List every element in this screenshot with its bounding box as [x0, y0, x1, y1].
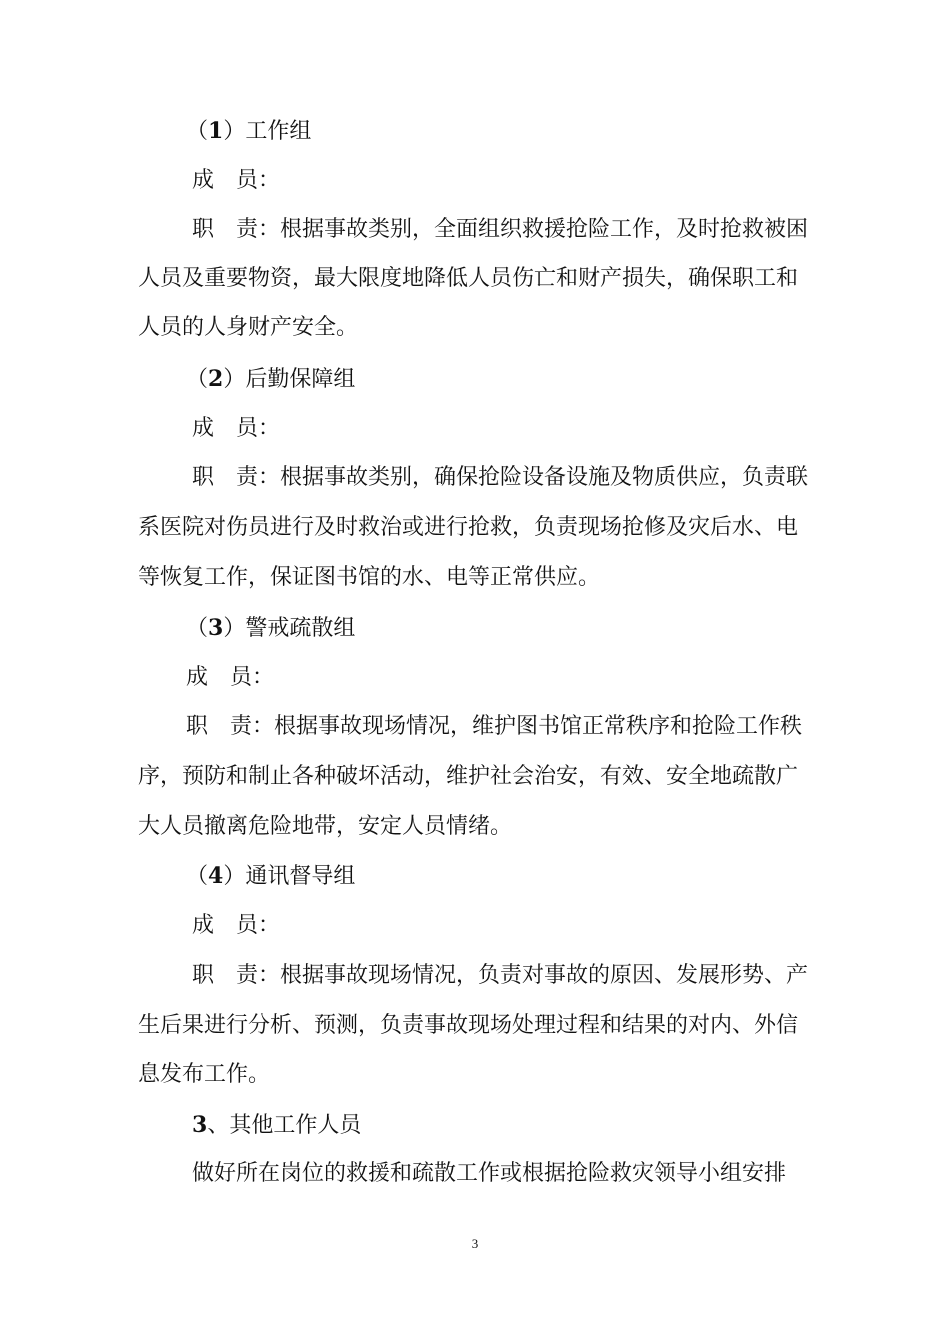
section-3-title: 警戒疏散组: [245, 616, 356, 641]
section-3-number: 3: [208, 615, 224, 641]
section-3-members: 成 员：: [186, 665, 275, 690]
heading-3-title: 、其他工作人员: [207, 1113, 362, 1138]
section-2-members: 成 员：: [192, 416, 281, 441]
section-4-heading: （4）通讯督导组: [186, 863, 356, 889]
heading-3: [192, 1110, 814, 1141]
section-4-title: 通讯督导组: [245, 864, 356, 889]
section-2-duty-line-2: 系医院对伤员进行及时救治或进行抢救，负责现场抢修及灾后水、电: [138, 515, 799, 540]
section-2-heading: （2）后勤保障组: [186, 366, 356, 392]
section-4-duty-line-1: 职 责：根据事故现场情况，负责对事故的原因、发展形势、产: [192, 963, 809, 988]
heading-3-number: 3: [192, 1112, 208, 1138]
section-4-number: 4: [208, 863, 224, 889]
section-4-members: 成 员：: [192, 913, 281, 938]
section-1-number: 1: [208, 118, 224, 144]
section-3-duty-line-2: 序，预防和制止各种破坏活动，维护社会治安，有效、安全地疏散广: [138, 764, 799, 789]
section-4-duty-line-2: 生后果进行分析、预测，负责事故现场处理过程和结果的对内、外信: [138, 1013, 799, 1038]
section-3-duty-line-3: 大人员撤离危险地带，安定人员情绪。: [138, 814, 513, 839]
section-1-members: 成 员：: [192, 168, 281, 193]
section-1-heading: （1）工作组: [186, 118, 312, 144]
section-1-duty-line-1: 职 责：根据事故类别，全面组织救援抢险工作，及时抢救被困: [192, 217, 809, 242]
section-3-heading: （3）警戒疏散组: [186, 615, 356, 641]
section-1-duty-line-3: 人员的人身财产安全。: [138, 315, 359, 340]
section-2-duty-line-1: 职 责：根据事故类别，确保抢险设备设施及物质供应，负责联: [192, 465, 809, 490]
section-1-duty-line-2: 人员及重要物资，最大限度地降低人员伤亡和财产损失，确保职工和: [138, 266, 799, 291]
section-1-title: 工作组: [245, 119, 312, 144]
page-number: 3: [471, 1236, 479, 1251]
body-text-last-line: 做好所在岗位的救援和疏散工作或根据抢险救灾领导小组安排: [192, 1161, 787, 1186]
section-2-duty-line-3: 等恢复工作，保证图书馆的水、电等正常供应。: [138, 565, 601, 590]
section-4-duty-line-3: 息发布工作。: [138, 1062, 271, 1087]
section-3-duty-line-1: 职 责：根据事故现场情况，维护图书馆正常秩序和抢险工作秩: [186, 714, 803, 739]
section-2-title: 后勤保障组: [245, 367, 356, 392]
section-2-number: 2: [208, 366, 224, 392]
